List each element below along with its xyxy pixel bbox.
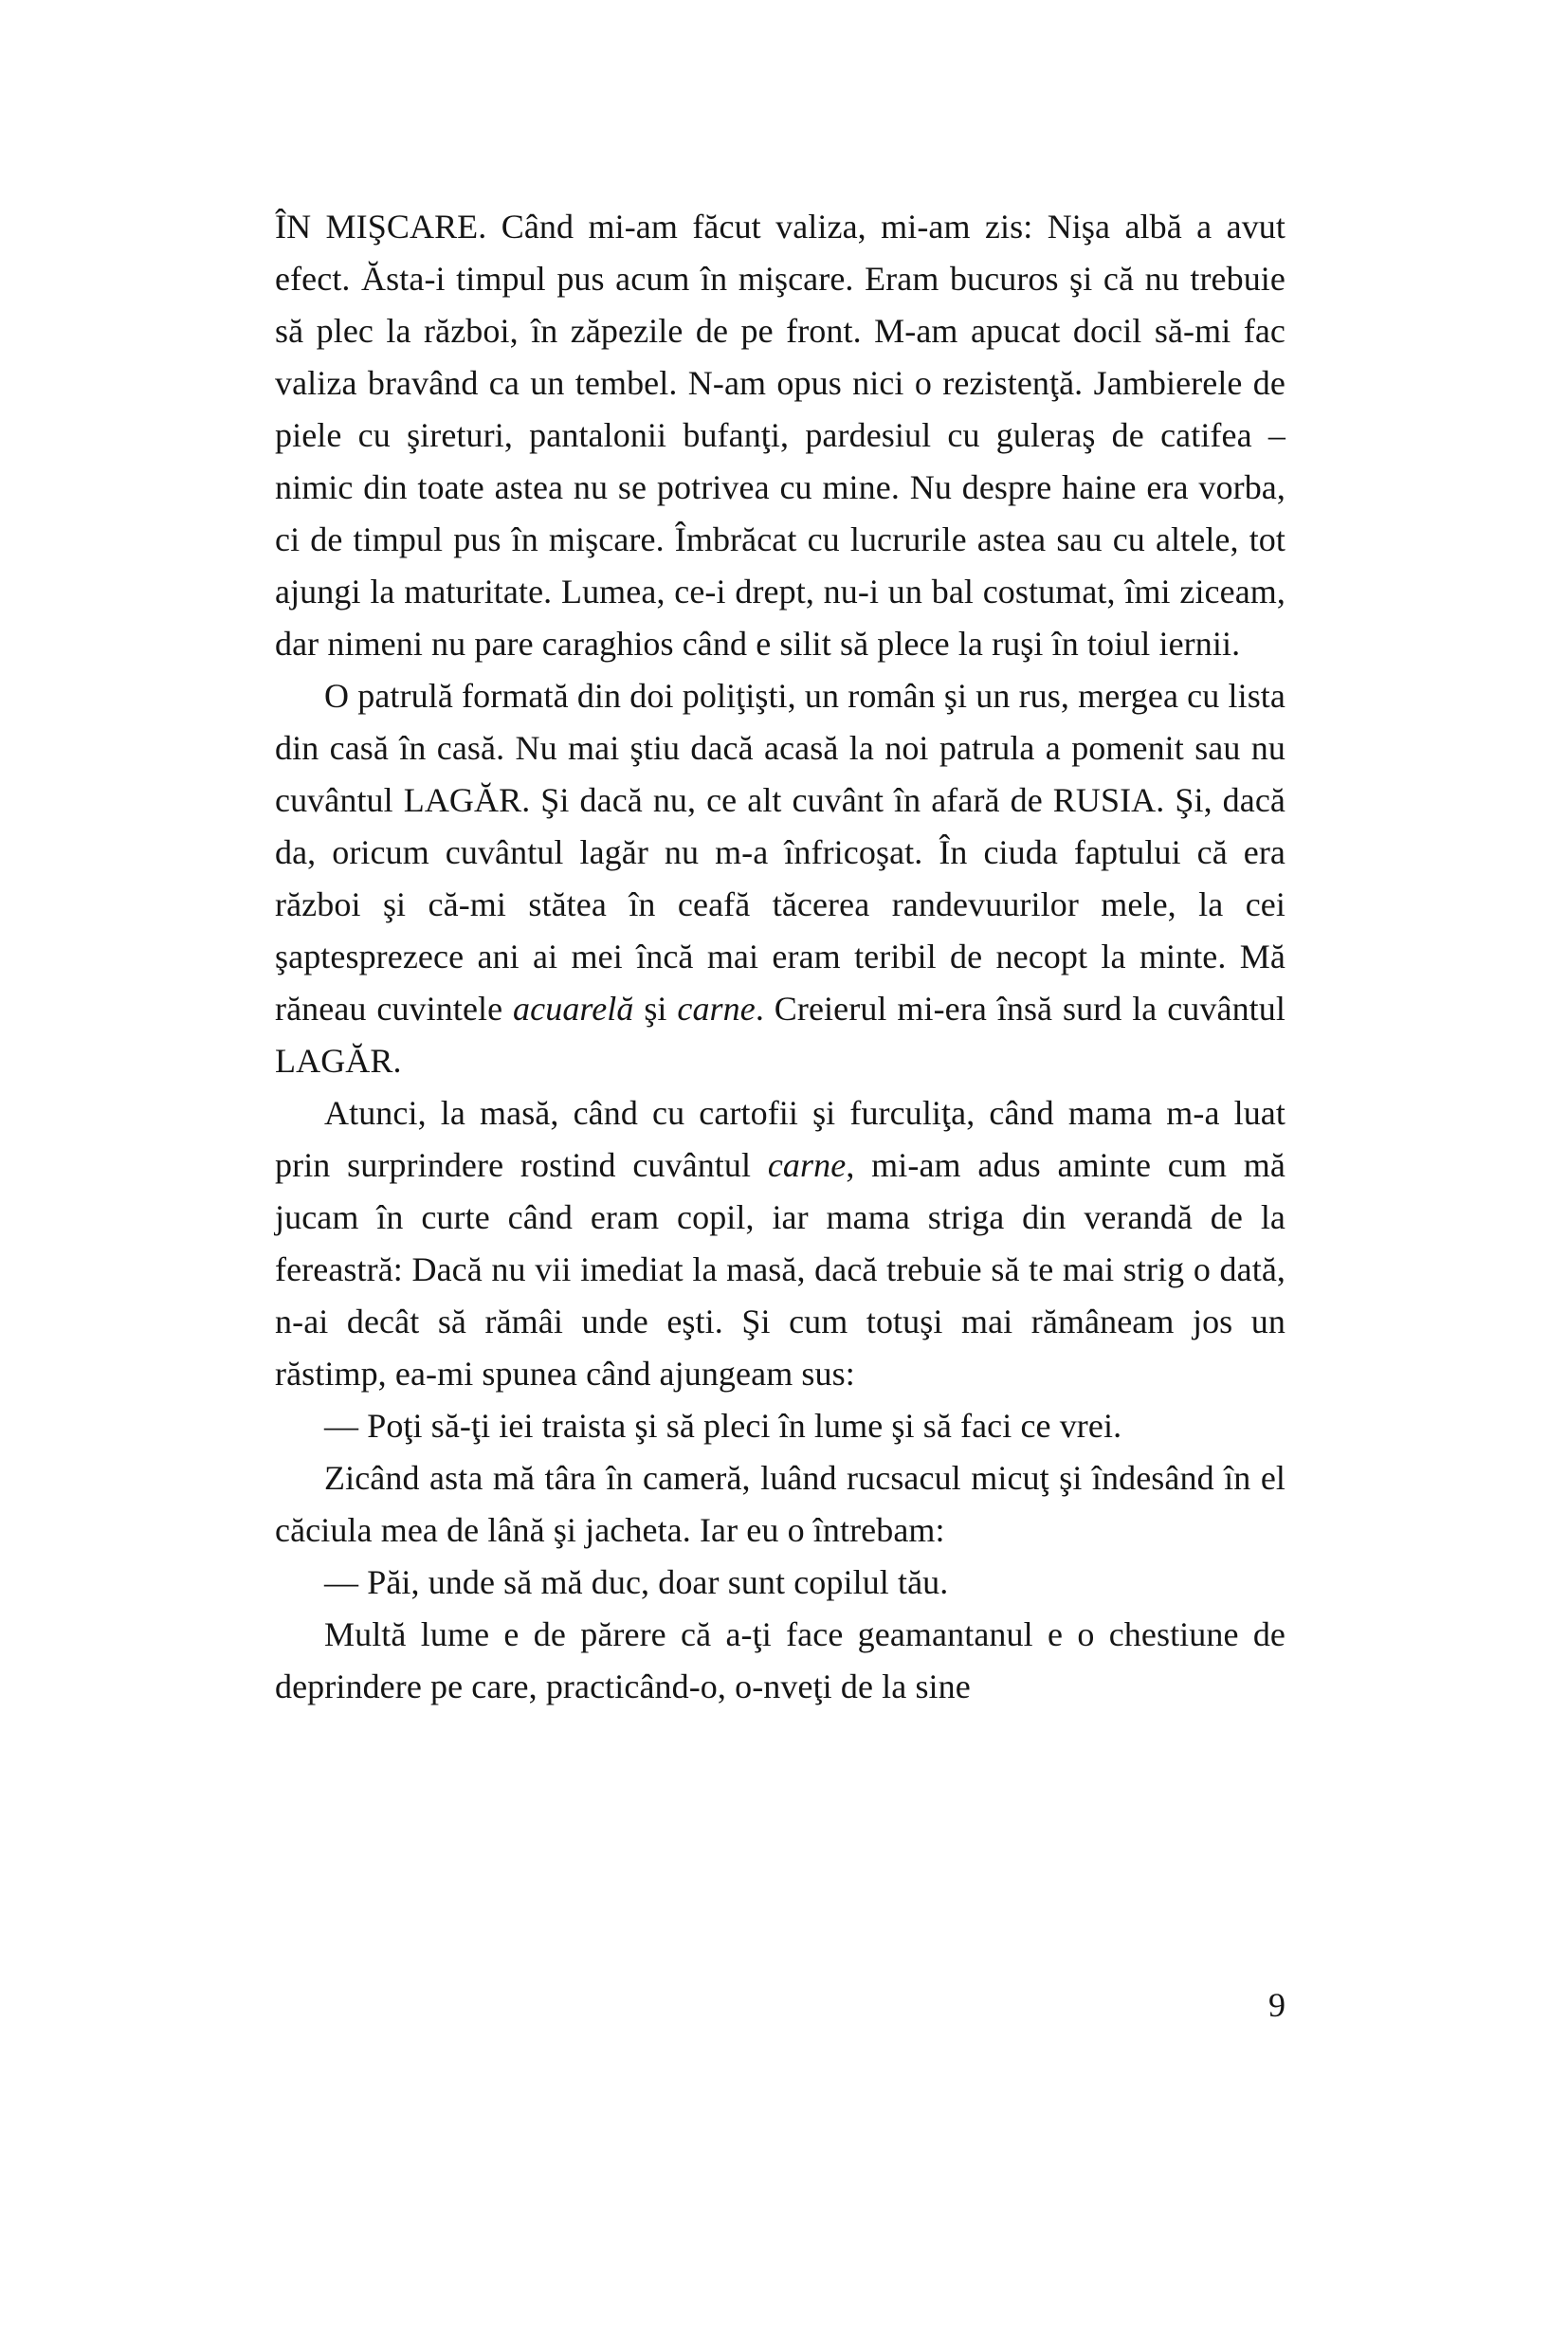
paragraph bbox=[275, 1087, 1285, 1400]
italic-text-run: acuarelă bbox=[513, 990, 634, 1028]
text-run: O patrulă formată din doi poliţişti, un român şi un rus, mergea cu lista din casă în casă. Nu mai ştiu dacă acasă la noi patrula a pomenit sau nu cuvântul LAGĂR. Şi dacă nu, ce alt cuvânt în afară de RUSIA. Şi, dacă da, oricum cuvântul lagăr nu m-a înfricoşat. În ciuda faptului că era război şi că-mi stătea în ceafă tăcerea randevuurilor mele, la cei şaptesprezece ani ai mei încă mai eram teribil de necopt la minte. Mă răneau cuvintele bbox=[275, 677, 1285, 1028]
text-run: ÎN MIŞCARE. Când mi-am făcut valiza, mi-am zis: Nişa albă a avut efect. Ăsta-i timpul pus acum în mişcare. Eram bucuros şi că nu trebuie să plec la război, în zăpezile de pe front. M-am apucat docil să-mi fac valiza bravând ca un tembel. N-am opus nici o rezistenţă. Jambierele de piele cu şireturi, pantalonii bufanţi, pardesiul cu guleraş de catifea – nimic din toate astea nu se potrivea cu mine. Nu despre haine era vorba, ci de timpul pus în mişcare. Îmbrăcat cu lucrurile astea sau cu altele, tot ajungi la maturitate. Lumea, ce-i drept, nu-i un bal costumat, îmi ziceam, dar nimeni nu pare caraghios când e silit să plece la ruşi în toiul iernii. bbox=[275, 208, 1285, 663]
text-block bbox=[275, 201, 1285, 1713]
text-run: Atunci, la masă, când cu cartofii şi furculiţa, când mama m-a luat prin surprindere rostind cuvântul bbox=[275, 1094, 1285, 1184]
text-run: Zicând asta mă târa în cameră, luând rucsacul micuţ şi îndesând în el căciula mea de lână şi jacheta. Iar eu o întrebam: bbox=[275, 1459, 1285, 1549]
page-number: 9 bbox=[1268, 1986, 1285, 2024]
text-run: şi bbox=[633, 990, 678, 1028]
text-run: — Poţi să-ţi iei traista şi să pleci în lume şi să faci ce vrei. bbox=[324, 1407, 1122, 1445]
text-run: , mi-am adus aminte cum mă jucam în curte când eram copil, iar mama striga din verandă de la fereastră: Dacă nu vii imediat la masă, dacă trebuie să te mai strig o dată, n-ai decât să rămâi unde eşti. Şi cum totuşi mai rămâneam jos un răstimp, ea-mi spunea când ajungeam sus: bbox=[275, 1146, 1285, 1393]
paragraph bbox=[275, 1557, 1285, 1609]
paragraph bbox=[275, 201, 1285, 670]
paragraph bbox=[275, 1400, 1285, 1452]
text-run: . Creierul mi-era însă surd la cuvântul LAGĂR. bbox=[275, 990, 1285, 1080]
paragraph bbox=[275, 1452, 1285, 1557]
paragraph bbox=[275, 1609, 1285, 1713]
text-run: — Păi, unde să mă duc, doar sunt copilul tău. bbox=[324, 1563, 949, 1601]
italic-text-run: carne bbox=[767, 1146, 847, 1184]
text-run: Multă lume e de părere că a-ţi face geamantanul e o chestiune de deprindere pe care, practicând-o, o-nveţi de la sine bbox=[275, 1615, 1285, 1705]
italic-text-run: carne bbox=[677, 990, 756, 1028]
paragraph bbox=[275, 670, 1285, 1087]
